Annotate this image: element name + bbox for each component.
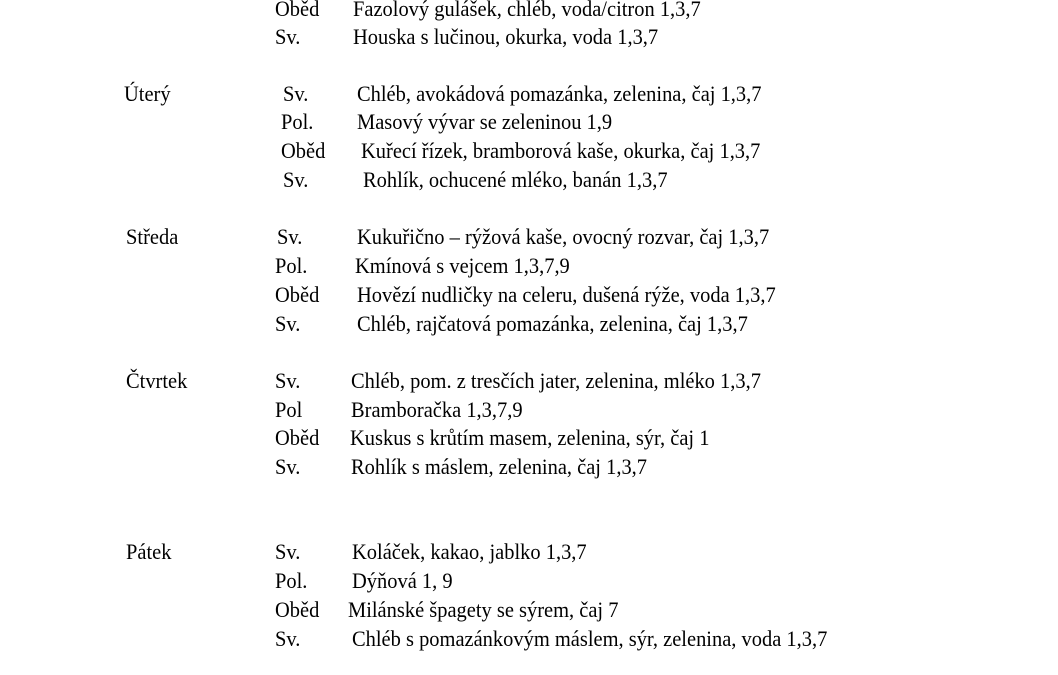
day-label-friday: Pátek	[126, 539, 172, 564]
day-label-thursday: Čtvrtek	[126, 368, 188, 393]
meal-type-label: Pol	[275, 397, 303, 422]
meal-type-label: Sv.	[275, 368, 301, 393]
meal-type-label: Sv.	[275, 311, 301, 336]
day-label-tuesday: Úterý	[124, 81, 171, 106]
meal-type-label: Sv.	[283, 167, 309, 192]
meal-description: Dýňová 1, 9	[352, 568, 453, 593]
meal-type-label: Oběd	[281, 138, 326, 163]
meal-description: Masový vývar se zeleninou 1,9	[357, 109, 613, 134]
meal-description: Rohlík, ochucené mléko, banán 1,3,7	[363, 167, 668, 192]
meal-type-label: Sv.	[275, 454, 301, 479]
meal-description: Hovězí nudličky na celeru, dušená rýže, voda 1,3,7	[357, 282, 776, 307]
meal-type-label: Pol.	[281, 109, 314, 134]
meal-type-label: Sv.	[277, 224, 303, 249]
meal-type-label: Oběd	[275, 282, 320, 307]
meal-description: Chléb, avokádová pomazánka, zelenina, čaj 1,3,7	[357, 81, 762, 106]
meal-description: Bramboračka 1,3,7,9	[351, 397, 523, 422]
meal-description: Chléb, rajčatová pomazánka, zelenina, čaj 1,3,7	[357, 311, 748, 336]
meal-type-label: Pol.	[275, 253, 308, 278]
meal-description: Kuřecí řízek, bramborová kaše, okurka, čaj 1,3,7	[361, 138, 761, 163]
meal-description: Koláček, kakao, jablko 1,3,7	[352, 539, 587, 564]
meal-description: Kukuřično – rýžová kaše, ovocný rozvar, čaj 1,3,7	[357, 224, 770, 249]
meal-type-label: Oběd	[275, 425, 320, 450]
meal-type-label: Oběd	[275, 0, 320, 21]
meal-type-label: Sv.	[275, 539, 301, 564]
meal-description: Milánské špagety se sýrem, čaj 7	[348, 597, 619, 622]
meal-description: Houska s lučinou, okurka, voda 1,3,7	[353, 24, 659, 49]
meal-description: Rohlík s máslem, zelenina, čaj 1,3,7	[351, 454, 648, 479]
meal-type-label: Sv.	[275, 626, 301, 651]
meal-description: Chléb, pom. z tresčích jater, zelenina, mléko 1,3,7	[351, 368, 761, 393]
meal-type-label: Sv.	[283, 81, 309, 106]
meal-description: Fazolový gulášek, chléb, voda/citron 1,3,7	[353, 0, 701, 21]
meal-description: Kmínová s vejcem 1,3,7,9	[355, 253, 570, 278]
meal-description: Chléb s pomazánkovým máslem, sýr, zelenina, voda 1,3,7	[352, 626, 828, 651]
day-label-wednesday: Středa	[126, 224, 179, 249]
meal-type-label: Oběd	[275, 597, 320, 622]
meal-type-label: Pol.	[275, 568, 308, 593]
meal-type-label: Sv.	[275, 24, 301, 49]
meal-description: Kuskus s krůtím masem, zelenina, sýr, čaj 1	[350, 425, 710, 450]
